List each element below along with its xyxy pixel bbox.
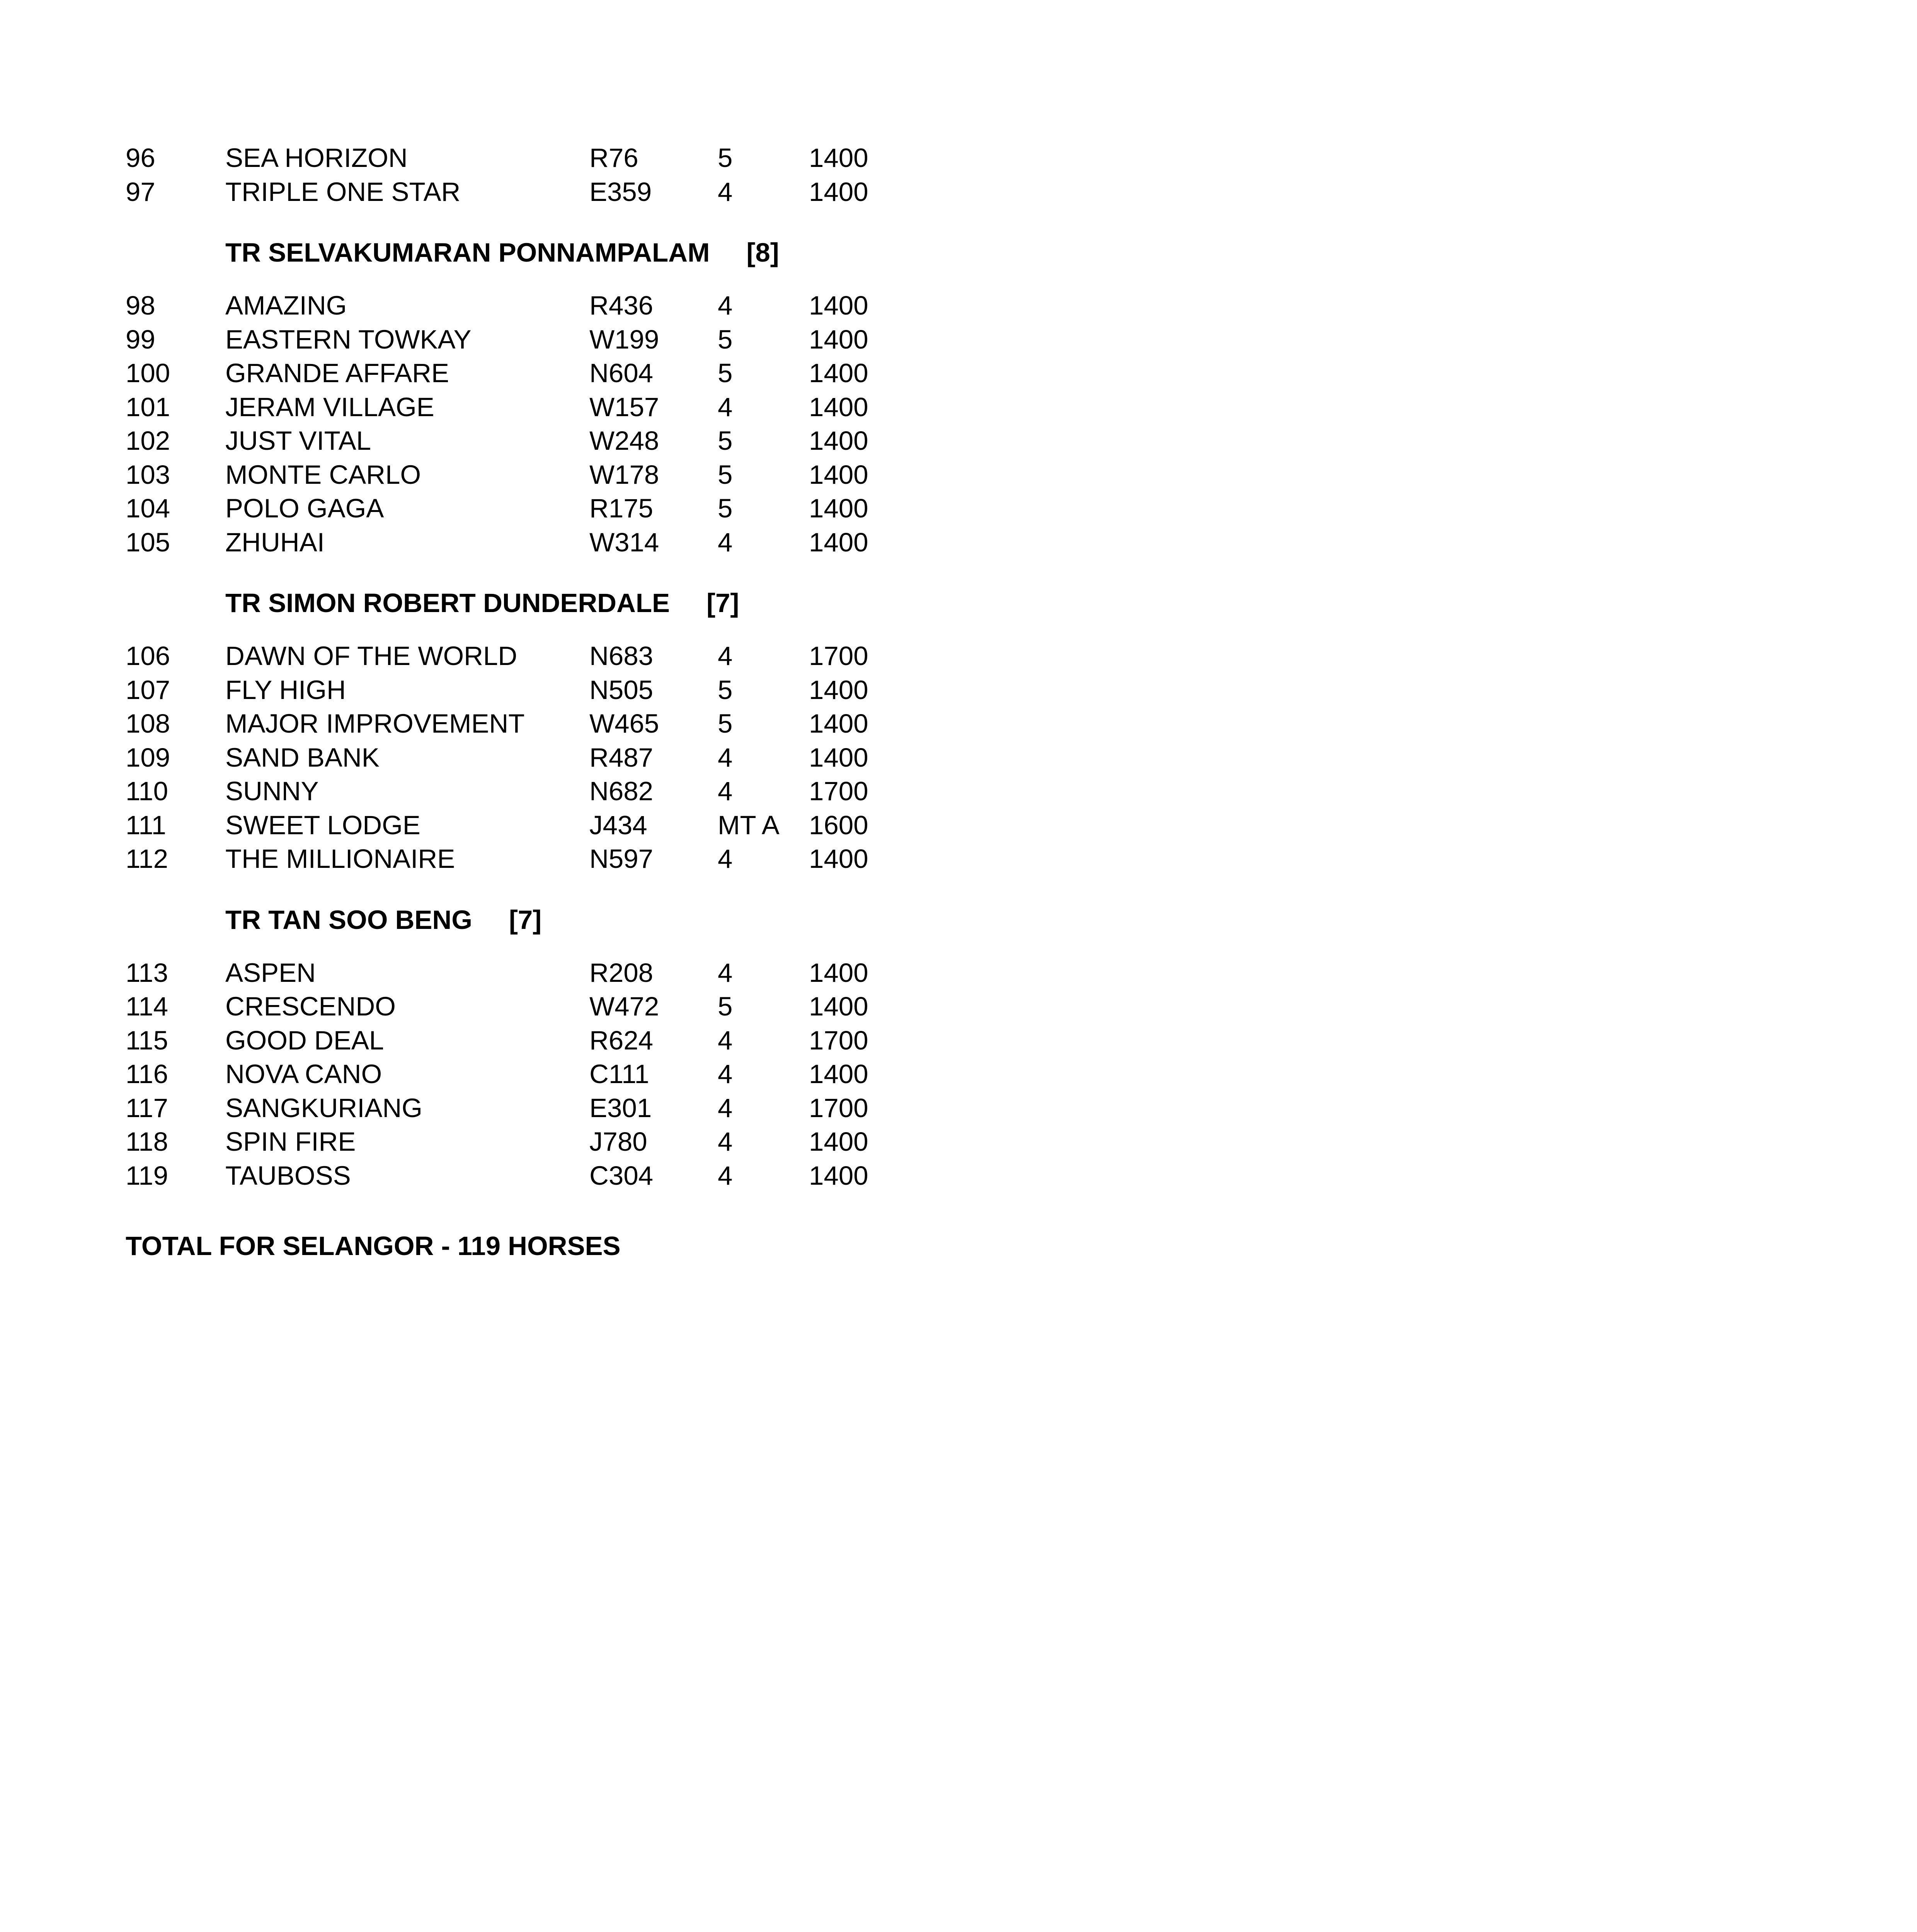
horse-age: 5 (718, 493, 733, 523)
horse-code: W248 (589, 426, 659, 456)
horse-name: JERAM VILLAGE (225, 392, 434, 422)
horse-row (126, 774, 976, 808)
trainer-heading (126, 903, 976, 937)
horse-distance: 1600 (809, 810, 868, 840)
horse-number: 105 (126, 527, 170, 557)
horse-name: POLO GAGA (225, 493, 384, 523)
horse-name: TAUBOSS (225, 1160, 351, 1190)
horse-distance: 1400 (809, 957, 868, 988)
horse-code: C304 (589, 1160, 653, 1190)
horse-age: 4 (718, 844, 733, 874)
horse-distance: 1400 (809, 1127, 868, 1156)
horse-code: R175 (589, 493, 653, 523)
horse-row (126, 289, 976, 323)
horse-number: 99 (126, 324, 155, 354)
horse-name: JUST VITAL (225, 426, 371, 456)
horse-code: C111 (589, 1059, 649, 1089)
trainer-name: TR TAN SOO BENG (225, 905, 472, 935)
horse-code: R487 (589, 742, 653, 772)
horse-row (126, 356, 976, 390)
horse-number: 101 (126, 392, 170, 422)
horse-row (126, 808, 976, 842)
horse-name: THE MILLIONAIRE (225, 844, 455, 874)
horse-age: 5 (718, 426, 733, 456)
horse-row (126, 390, 976, 424)
horse-distance: 1700 (809, 1025, 868, 1055)
horse-distance: 1400 (809, 992, 868, 1021)
horse-distance: 1400 (809, 392, 868, 422)
horse-name: NOVA CANO (225, 1059, 382, 1089)
trainer-horse-count: [7] (509, 905, 542, 935)
trainer-group (126, 141, 976, 209)
horse-name: ASPEN (225, 957, 316, 988)
horse-age: 4 (718, 957, 733, 988)
horse-distance: 1400 (809, 1160, 868, 1190)
horse-row (126, 842, 976, 876)
horse-age: 4 (718, 1093, 733, 1123)
horse-age: 5 (718, 358, 733, 388)
horse-distance: 1400 (809, 358, 868, 388)
horse-row (126, 492, 976, 526)
horse-name: DAWN OF THE WORLD (225, 641, 518, 671)
horse-row (126, 141, 976, 175)
horse-age: 4 (718, 742, 733, 772)
horse-row (126, 1024, 976, 1058)
horse-age: 5 (718, 324, 733, 354)
horse-number: 103 (126, 459, 170, 490)
horse-distance: 1400 (809, 709, 868, 738)
horse-name: SANGKURIANG (225, 1093, 422, 1123)
horse-code: W465 (589, 709, 659, 738)
horse-number: 102 (126, 426, 170, 456)
horse-code: W199 (589, 324, 659, 354)
horse-number: 117 (126, 1093, 169, 1123)
horse-age: 5 (718, 992, 733, 1021)
horse-code: E359 (589, 177, 652, 207)
horse-distance: 1400 (809, 844, 868, 874)
horse-number: 115 (126, 1025, 169, 1055)
horse-age: 5 (718, 709, 733, 738)
horse-age: 4 (718, 641, 733, 671)
horse-name: SPIN FIRE (225, 1127, 356, 1156)
horse-name: FLY HIGH (225, 675, 346, 705)
horse-number: 106 (126, 641, 170, 671)
horse-row (126, 323, 976, 357)
horse-name: GRANDE AFFARE (225, 358, 449, 388)
horse-distance: 1400 (809, 459, 868, 490)
trainer-horse-count: [8] (746, 238, 779, 267)
horse-distance: 1400 (809, 742, 868, 772)
horse-age: 4 (718, 1127, 733, 1156)
trainer-heading (126, 586, 976, 620)
trainer-horse-count: [7] (707, 588, 739, 618)
horse-age: 5 (718, 459, 733, 490)
horse-row (126, 424, 976, 458)
horse-row (126, 639, 976, 673)
horse-number: 112 (126, 844, 169, 874)
horse-name: SEA HORIZON (225, 143, 408, 173)
horse-code: E301 (589, 1093, 652, 1123)
horse-row (126, 1057, 976, 1091)
horse-name: AMAZING (225, 291, 347, 320)
horse-age: 4 (718, 177, 733, 207)
horse-number: 97 (126, 177, 155, 207)
horse-row (126, 458, 976, 492)
horse-age: 4 (718, 291, 733, 320)
horse-row (126, 1091, 976, 1125)
horse-distance: 1700 (809, 641, 868, 671)
horse-number: 119 (126, 1160, 169, 1190)
horse-name: CRESCENDO (225, 992, 396, 1021)
horse-age: 4 (718, 776, 733, 806)
horse-row (126, 175, 976, 209)
horse-code: R208 (589, 957, 653, 988)
trainer-group (126, 903, 976, 1193)
horse-number: 107 (126, 675, 170, 705)
horse-name: TRIPLE ONE STAR (225, 177, 461, 207)
trainer-group (126, 586, 976, 876)
horse-number: 118 (126, 1127, 169, 1156)
horse-age: 4 (718, 1025, 733, 1055)
horse-code: W314 (589, 527, 659, 557)
horse-name: SWEET LODGE (225, 810, 421, 840)
horse-code: J434 (589, 810, 647, 840)
horse-age: 4 (718, 527, 733, 557)
horse-distance: 1400 (809, 291, 868, 320)
horse-number: 104 (126, 493, 170, 523)
horse-name: ZHUHAI (225, 527, 325, 557)
horse-distance: 1400 (809, 527, 868, 557)
horse-name: SAND BANK (225, 742, 380, 772)
horse-code: R624 (589, 1025, 653, 1055)
horse-row (126, 526, 976, 560)
horse-number: 98 (126, 291, 155, 320)
trainer-name: TR SIMON ROBERT DUNDERDALE (225, 588, 670, 618)
horse-number: 108 (126, 709, 170, 738)
horse-number: 109 (126, 742, 170, 772)
horse-name: SUNNY (225, 776, 319, 806)
horse-age: 4 (718, 392, 733, 422)
horse-row (126, 956, 976, 990)
horse-row (126, 990, 976, 1024)
horse-row (126, 707, 976, 741)
horse-distance: 1400 (809, 177, 868, 207)
horse-number: 113 (126, 957, 169, 988)
horse-number: 96 (126, 143, 155, 173)
horse-code: N682 (589, 776, 653, 806)
horse-distance: 1400 (809, 426, 868, 456)
horse-code: N604 (589, 358, 653, 388)
horse-number: 111 (126, 810, 166, 840)
horse-code: J780 (589, 1127, 647, 1156)
horse-age: 5 (718, 675, 733, 705)
horse-number: 114 (126, 992, 169, 1021)
horse-distance: 1400 (809, 675, 868, 705)
horse-list-document (126, 141, 976, 1263)
horse-name: MAJOR IMPROVEMENT (225, 709, 525, 738)
horse-number: 100 (126, 358, 170, 388)
total-line: TOTAL FOR SELANGOR - 119 HORSES (126, 1231, 621, 1261)
horse-name: MONTE CARLO (225, 459, 421, 490)
horse-code: N505 (589, 675, 653, 705)
horse-code: W472 (589, 992, 659, 1021)
horse-row (126, 1125, 976, 1159)
trainer-groups (126, 141, 976, 1192)
horse-distance: 1400 (809, 324, 868, 354)
horse-code: N597 (589, 844, 653, 874)
horse-row (126, 673, 976, 707)
horse-code: R76 (589, 143, 638, 173)
horse-age: 5 (718, 143, 733, 173)
horse-distance: 1700 (809, 776, 868, 806)
horse-code: R436 (589, 291, 653, 320)
horse-code: N683 (589, 641, 653, 671)
trainer-name: TR SELVAKUMARAN PONNAMPALAM (225, 238, 710, 267)
horse-distance: 1400 (809, 143, 868, 173)
horse-row (126, 741, 976, 775)
horse-row (126, 1159, 976, 1193)
horse-age: 4 (718, 1059, 733, 1089)
trainer-heading (126, 236, 976, 270)
horse-distance: 1400 (809, 1059, 868, 1089)
horse-distance: 1400 (809, 493, 868, 523)
horse-code: W178 (589, 459, 659, 490)
horse-number: 116 (126, 1059, 169, 1089)
trainer-group (126, 236, 976, 559)
horse-code: W157 (589, 392, 659, 422)
horse-age: MT A (718, 810, 780, 840)
horse-age: 4 (718, 1160, 733, 1190)
horse-distance: 1700 (809, 1093, 868, 1123)
horse-name: EASTERN TOWKAY (225, 324, 472, 354)
horse-name: GOOD DEAL (225, 1025, 384, 1055)
horse-number: 110 (126, 776, 169, 806)
